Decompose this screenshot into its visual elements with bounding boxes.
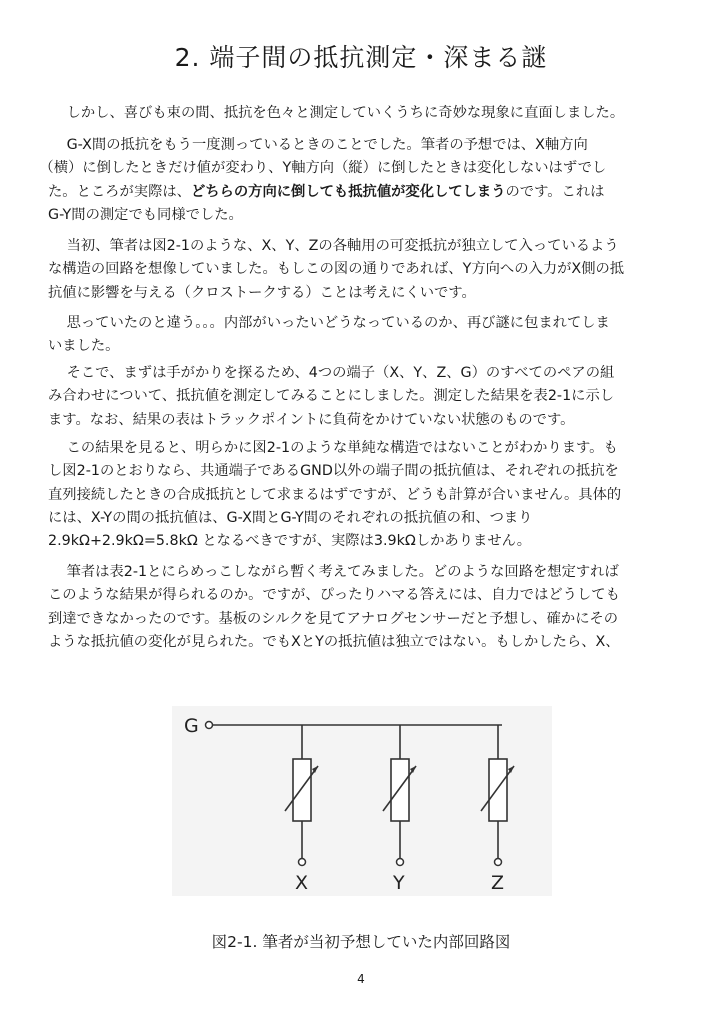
circuit-diagram-svg [172,706,552,896]
paragraph-line: な構造の回路を想像していました。もしこの図の通りであれば、Y方向への入力がX側の抵 [48,261,625,278]
paragraph-line: ような抵抗値の変化が見られた。でもXとYの抵抗値は独立ではない。もしかしたら、X、 [48,633,620,650]
paragraph-line: この結果を見ると、明らかに図2-1のような単純な構造ではないことがわかります。も [66,440,618,456]
paragraph-line: そこで、まずは手がかりを探るため、4つの端子（X、Y、Z、G）のすべてのペアの組 [66,365,615,381]
terminal-label-y: Y [393,872,405,894]
page-number: 4 [357,972,365,986]
paragraph-line: ます。なお、結果の表はトラックポイントに負荷をかけていない状態のものです。 [48,411,575,428]
paragraph-5 [48,362,676,432]
paragraph-line: 当初、筆者は図2-1のような、X、Y、Zの各軸用の可変抵抗が独立して入っているよう [66,238,619,254]
circuit-diagram [172,706,552,896]
terminal-g-node [206,722,213,729]
figure-caption: 図2-1. 筆者が当初予想していた内部回路図 [211,933,511,951]
page-title: 2. 端子間の抵抗測定・深まる謎 [174,43,548,72]
paragraph-line: し図2-1のとおりなら、共通端子であるGND以外の端子間の抵抗値は、それぞれの抵抗を [48,463,619,480]
paragraph-line: しかし、喜びも束の間、抵抗を色々と測定していくうちに奇妙な現象に直面しました。 [66,105,625,121]
text-run: た。ところが実際は、 [48,183,191,200]
terminal-label-g: G [184,715,199,737]
terminal-label-x: X [295,872,309,894]
paragraph-2 [39,134,676,227]
paragraph-4 [48,312,676,359]
paragraph-line: 直列接続したときの合成抵抗として求まるはずですが、どうも計算が合いません。具体的 [48,486,622,503]
paragraph-line: 思っていたのと違う。。。内部がいったいどうなっているのか、再び謎に包まれてしま [66,315,610,331]
paragraph-line: 筆者は表2-1とにらめっこしながら暫く考えてみました。どのような回路を想定すれば [66,564,619,580]
variable-resistor-z [481,725,514,866]
emphasized-text: どちらの方向に倒しても抵抗値が変化してしまう [190,183,506,200]
paragraph-6 [48,437,676,553]
terminal-label-z: Z [491,872,505,894]
paragraph-line-mixed [48,181,676,204]
text-run: のです。これは [505,183,605,200]
paragraph-line: み合わせについて、抵抗値を測定してみることにしました。測定した結果を表2-1に示し [48,388,615,405]
paragraph-7 [48,561,676,654]
paragraph-line: G-Y間の測定でも同様でした。 [48,206,243,223]
paragraph-line: には、X-Yの間の抵抗値は、G-X間とG-Y間のそれぞれの抵抗値の和、つまり [48,509,533,526]
paragraph-line: このような結果が得られるのか。ですが、ぴったりハマる答えには、自力ではどうしても [48,587,620,604]
paragraph-3 [48,235,676,305]
variable-resistor-x [285,725,318,866]
paragraph-line: G-X間の抵抗をもう一度測っているときのことでした。筆者の予想では、X軸方向 [66,137,588,153]
paragraph-line: （横）に倒したときだけ値が変わり、Y軸方向（縦）に倒したときは変化しないはずでし [39,160,607,177]
variable-resistor-y [383,725,416,866]
paragraph-line: いました。 [48,338,120,355]
paragraph-line: 到達できなかったのです。基板のシルクを見てアナログセンサーだと予想し、確かにその [48,610,619,627]
paragraph-line: 2.9kΩ+2.9kΩ=5.8kΩ となるべきですが、実際は3.9kΩしかありません。 [48,533,532,550]
paragraph-1 [48,102,676,125]
paragraph-line: 抗値に影響を与える（クロストークする）ことは考えにくいです。 [48,284,476,301]
